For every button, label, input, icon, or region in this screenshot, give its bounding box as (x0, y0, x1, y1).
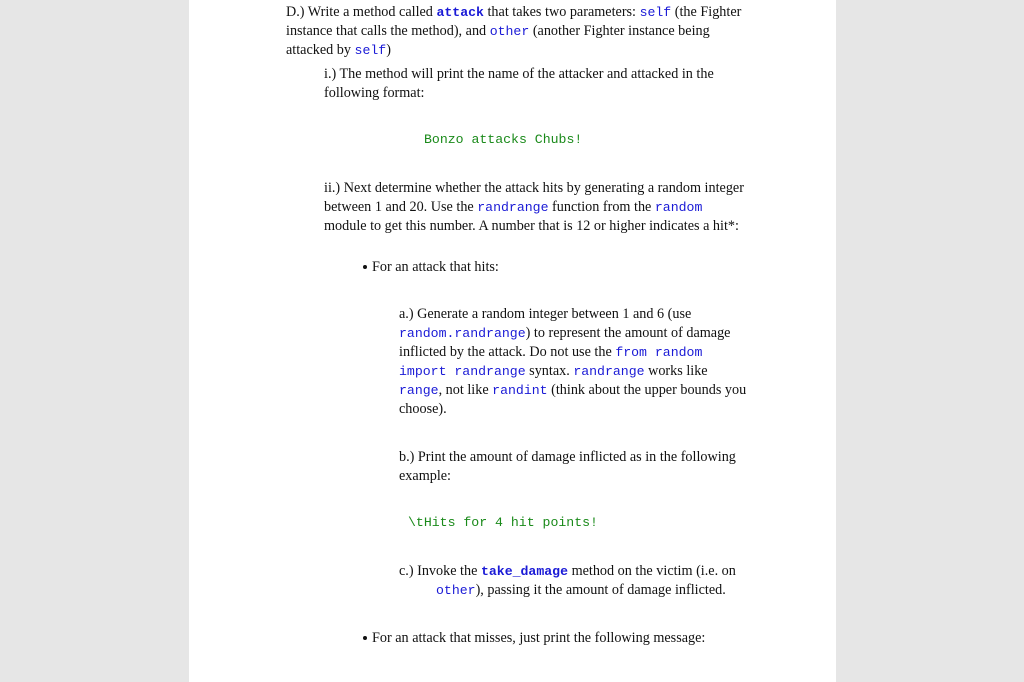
code-from-random: from random (615, 345, 703, 360)
section-d (286, 3, 741, 60)
step-i: i.) The method will print the name of the attacker and attacked in the following format: (324, 66, 714, 101)
document-page (189, 0, 836, 682)
code-take-damage: take_damage (480, 564, 569, 579)
code-randrange: randrange (573, 364, 645, 379)
step-a: a.) Generate a random integer between 1 and 6 (use random.randrange) to represent the amount of damage inflicted by the attack. Do not use the from random import randrange syntax. randrange works like range, not like randint (think about the upper bounds you choose). (399, 306, 747, 417)
code-random-randrange: random.randrange (399, 326, 526, 341)
code-import-randrange: import randrange (399, 364, 526, 379)
step-b: b.) Print the amount of damage inflicted as in the following example: (399, 449, 736, 484)
code-random: random (654, 200, 703, 215)
bullet-miss: For an attack that misses, just print the following message: (363, 630, 705, 647)
code-randint: randint (492, 383, 548, 398)
step-ii: ii.) Next determine whether the attack hits by generating a random integer between 1 and 20. Use the randrange function from the random module to get this number. A number that is 12 or higher indicates a hit*: (324, 180, 744, 234)
code-other: other (489, 24, 530, 39)
code-range: range (399, 383, 439, 398)
bullet-icon (363, 636, 367, 640)
code-self: self (639, 5, 672, 20)
example-output-hits: \tHits for 4 hit points! (408, 515, 598, 530)
code-randrange: randrange (477, 200, 549, 215)
bullet-hit: For an attack that hits: (363, 259, 499, 276)
code-self: self (354, 43, 387, 58)
code-attack: attack (436, 5, 484, 20)
step-c: c.) Invoke the take_damage method on the victim (i.e. on other), passing it the amount of damage inflicted. (399, 563, 736, 598)
section-d-line-2: instance that calls the method), and other (another Fighter instance being (286, 23, 710, 39)
bullet-icon (363, 265, 367, 269)
section-d-line-1: D.) Write a method called attack that takes two parameters: self (the Fighter (286, 4, 742, 20)
example-output-attack: Bonzo attacks Chubs! (424, 132, 583, 147)
code-other: other (436, 583, 476, 598)
section-d-line-3: attacked by self) (286, 42, 391, 58)
